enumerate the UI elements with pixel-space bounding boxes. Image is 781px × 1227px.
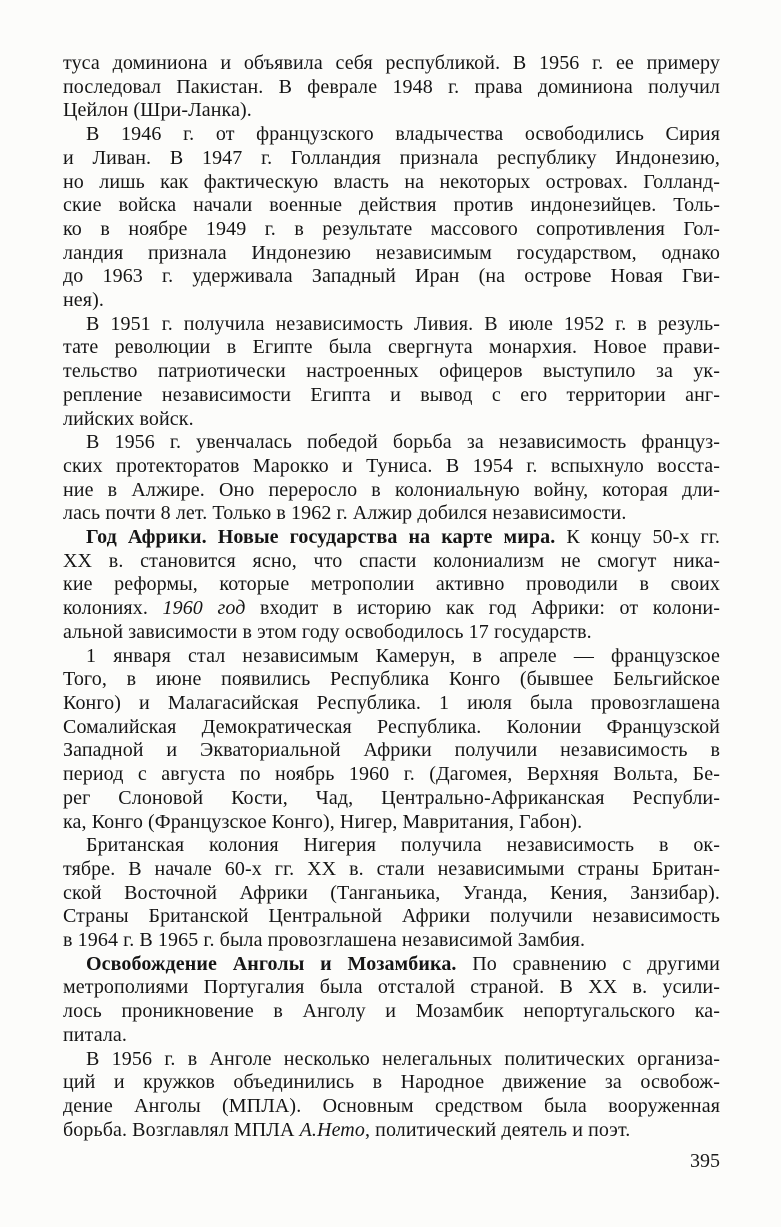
text-run: но лишь как фактическую власть на некоторых островах. Голланд- [63, 170, 720, 193]
text-run: 1 января стал независимым Камерун, в апреле — французское [86, 644, 720, 667]
text-run: Того, в июне появились Республика Конго (бывшее Бельгийское [63, 668, 720, 691]
text-run: колониях. [63, 597, 163, 620]
text-run: метрополиями Португалия была отсталой страной. В XX в. усили- [63, 976, 720, 999]
text-run: Западной и Экваториальной Африки получили независимость в [63, 739, 720, 762]
text-run: тельство патриотически настроенных офицеров выступило за ук- [63, 360, 720, 383]
text-line [63, 455, 720, 479]
text-line [63, 811, 720, 835]
text-line [63, 692, 720, 716]
text-run: Сомалийская Демократическая Республика. Колонии Французской [63, 715, 720, 738]
text-run: в 1964 г. В 1965 г. была провозглашена независимой Замбия. [63, 929, 586, 952]
text-line [63, 597, 720, 621]
text-run: ские войска начали военные действия против индонезийцев. Толь- [63, 194, 720, 217]
text-run: нея). [63, 289, 104, 312]
text-run: альной зависимости в этом году освободилось 17 государств. [63, 620, 592, 643]
text-run: ских протекторатов Марокко и Туниса. В 1954 г. вспыхнуло восста- [63, 454, 720, 477]
italic-run: А.Нето [299, 1118, 365, 1141]
text-line [63, 882, 720, 906]
text-run: период с августа по ноябрь 1960 г. (Дагомея, Верхняя Вольта, Бе- [63, 763, 720, 786]
text-run: питала. [63, 1023, 128, 1046]
text-run: Страны Британской Центральной Африки получили независимость [63, 905, 720, 928]
text-line [63, 194, 720, 218]
text-run: рег Слоновой Кости, Чад, Центрально-Африканская Республи- [63, 786, 720, 809]
text-line [63, 431, 720, 455]
text-run: Конго) и Малагасийская Республика. 1 июля была провозглашена [63, 691, 720, 714]
text-line [63, 526, 720, 550]
text-line [63, 716, 720, 740]
text-line [63, 573, 720, 597]
text-line [63, 763, 720, 787]
text-run: Британская колония Нигерия получила независимость в ок- [86, 834, 720, 857]
text-run: последовал Пакистан. В феврале 1948 г. права доминиона получил [63, 75, 720, 98]
text-run: XX в. становится ясно, что спасти колониализм не смогут ника- [63, 549, 720, 572]
text-line [63, 787, 720, 811]
text-run: дение Анголы (МПЛА). Основным средством была вооруженная [63, 1094, 720, 1117]
text-line [63, 1024, 720, 1048]
text-line [63, 621, 720, 645]
text-run: лийских войск. [63, 407, 194, 430]
text-line [63, 1095, 720, 1119]
text-run: Цейлон (Шри-Ланка). [63, 99, 252, 122]
text-line [63, 645, 720, 669]
text-run: В 1946 г. от французского владычества освободились Сирия [86, 123, 720, 146]
text-run: , политический деятель и поэт. [364, 1118, 631, 1141]
text-line [63, 976, 720, 1000]
text-run: В 1951 г. получила независимость Ливия. В июле 1952 г. в резуль- [86, 312, 720, 335]
text-run: ние в Алжире. Оно переросло в колониальную войну, которая дли- [63, 478, 720, 501]
text-line [63, 834, 720, 858]
text-line [63, 76, 720, 100]
text-run: В 1956 г. в Анголе несколько нелегальных политических организа- [86, 1047, 720, 1070]
text-line [63, 289, 720, 313]
text-run: репление независимости Египта и вывод с его территории анг- [63, 383, 720, 406]
text-run: входит в историю как год Африки: от колони- [245, 597, 720, 620]
text-line [63, 858, 720, 882]
text-run: К концу 50-х гг. [555, 526, 720, 549]
text-line [63, 218, 720, 242]
italic-run: 1960 год [162, 597, 246, 620]
text-run: кие реформы, которые метрополии активно проводили в своих [63, 573, 720, 596]
text-line [63, 1071, 720, 1095]
text-line [63, 502, 720, 526]
text-run: ка, Конго (Французское Конго), Нигер, Мавритания, Габон). [63, 810, 583, 833]
text-run: лось проникновение в Анголу и Мозамбик непортугальского ка- [63, 1000, 720, 1023]
bold-run: Освобождение Анголы и Мозамбика. [86, 952, 457, 975]
text-line [63, 668, 720, 692]
text-run: борьба. Возглавлял МПЛА [63, 1118, 300, 1141]
text-line [63, 265, 720, 289]
text-line [63, 550, 720, 574]
text-line [63, 171, 720, 195]
text-line [63, 242, 720, 266]
text-line [63, 52, 720, 76]
text-line [63, 739, 720, 763]
text-run: ций и кружков объединились в Народное движение за освобож- [63, 1071, 720, 1094]
text-line [63, 336, 720, 360]
text-line [63, 953, 720, 977]
text-run: до 1963 г. удерживала Западный Иран (на острове Новая Гви- [63, 265, 720, 288]
text-line [63, 123, 720, 147]
text-line [63, 384, 720, 408]
text-line [63, 905, 720, 929]
text-block [63, 52, 720, 1142]
text-line [63, 99, 720, 123]
text-run: тябре. В начале 60-х гг. XX в. стали независимыми страны Британ- [63, 857, 720, 880]
text-line [63, 313, 720, 337]
text-line [63, 408, 720, 432]
text-line [63, 479, 720, 503]
text-run: ко в ноябре 1949 г. в результате массового сопротивления Гол- [63, 217, 720, 240]
text-run: тате революции в Египте была свергнута монархия. Новое прави- [63, 336, 720, 359]
text-run: В 1956 г. увенчалась победой борьба за независимость француз- [86, 431, 720, 454]
page-number: 395 [690, 1150, 720, 1172]
text-line [63, 929, 720, 953]
text-line [63, 1119, 720, 1143]
text-run: ской Восточной Африки (Танганьика, Уганда, Кения, Занзибар). [63, 881, 720, 904]
text-run: туса доминиона и объявила себя республикой. В 1956 г. ее примеру [63, 52, 720, 74]
text-line [63, 1000, 720, 1024]
text-run: лась почти 8 лет. Только в 1962 г. Алжир добился независимости. [63, 502, 627, 525]
text-run: и Ливан. В 1947 г. Голландия признала республику Индонезию, [63, 146, 720, 169]
text-line [63, 1048, 720, 1072]
text-line [63, 360, 720, 384]
text-run: По сравнению с другими [456, 952, 720, 975]
bold-run: Год Африки. Новые государства на карте мира. [86, 526, 556, 549]
text-line [63, 147, 720, 171]
text-run: ландия признала Индонезию независимым государством, однако [63, 241, 720, 264]
